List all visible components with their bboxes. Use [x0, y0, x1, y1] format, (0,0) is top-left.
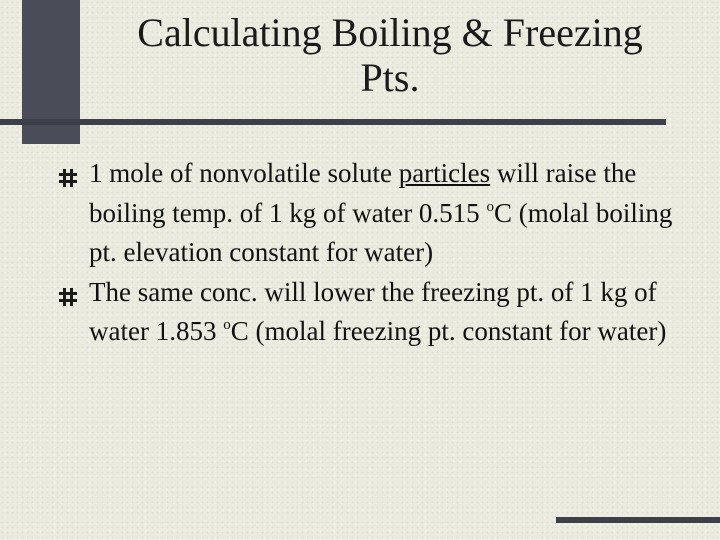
- slide-title-line-1: Calculating Boiling & Freezing: [137, 10, 643, 55]
- hash-bullet-icon: [58, 168, 78, 188]
- bullet-text-end: C (molal freezing pt. constant for water): [230, 316, 667, 346]
- bullet-list: [58, 154, 678, 352]
- underlined-term: particles: [398, 158, 491, 188]
- bullet-text-start: 1 mole of nonvolatile solute: [89, 158, 399, 188]
- bullet-item-boiling: [58, 154, 678, 273]
- footer-accent-line: [556, 517, 720, 523]
- hash-bullet-icon: [58, 287, 78, 307]
- degree-superscript: o: [223, 317, 231, 333]
- bullet-item-freezing: [58, 273, 678, 352]
- slide-title: [90, 10, 690, 100]
- slide-title-line-2: Pts.: [360, 55, 420, 100]
- bullet-text-end: C (molal boiling pt. elevation constant for water): [89, 197, 673, 267]
- title-divider: [0, 119, 666, 125]
- degree-superscript: o: [486, 198, 494, 215]
- bullet-text-middle: will raise the boiling temp. of 1 kg of water 0.515: [89, 158, 637, 228]
- bullet-text-start: The same conc. will lower the freezing pt. of 1 kg of water 1.853: [89, 276, 657, 346]
